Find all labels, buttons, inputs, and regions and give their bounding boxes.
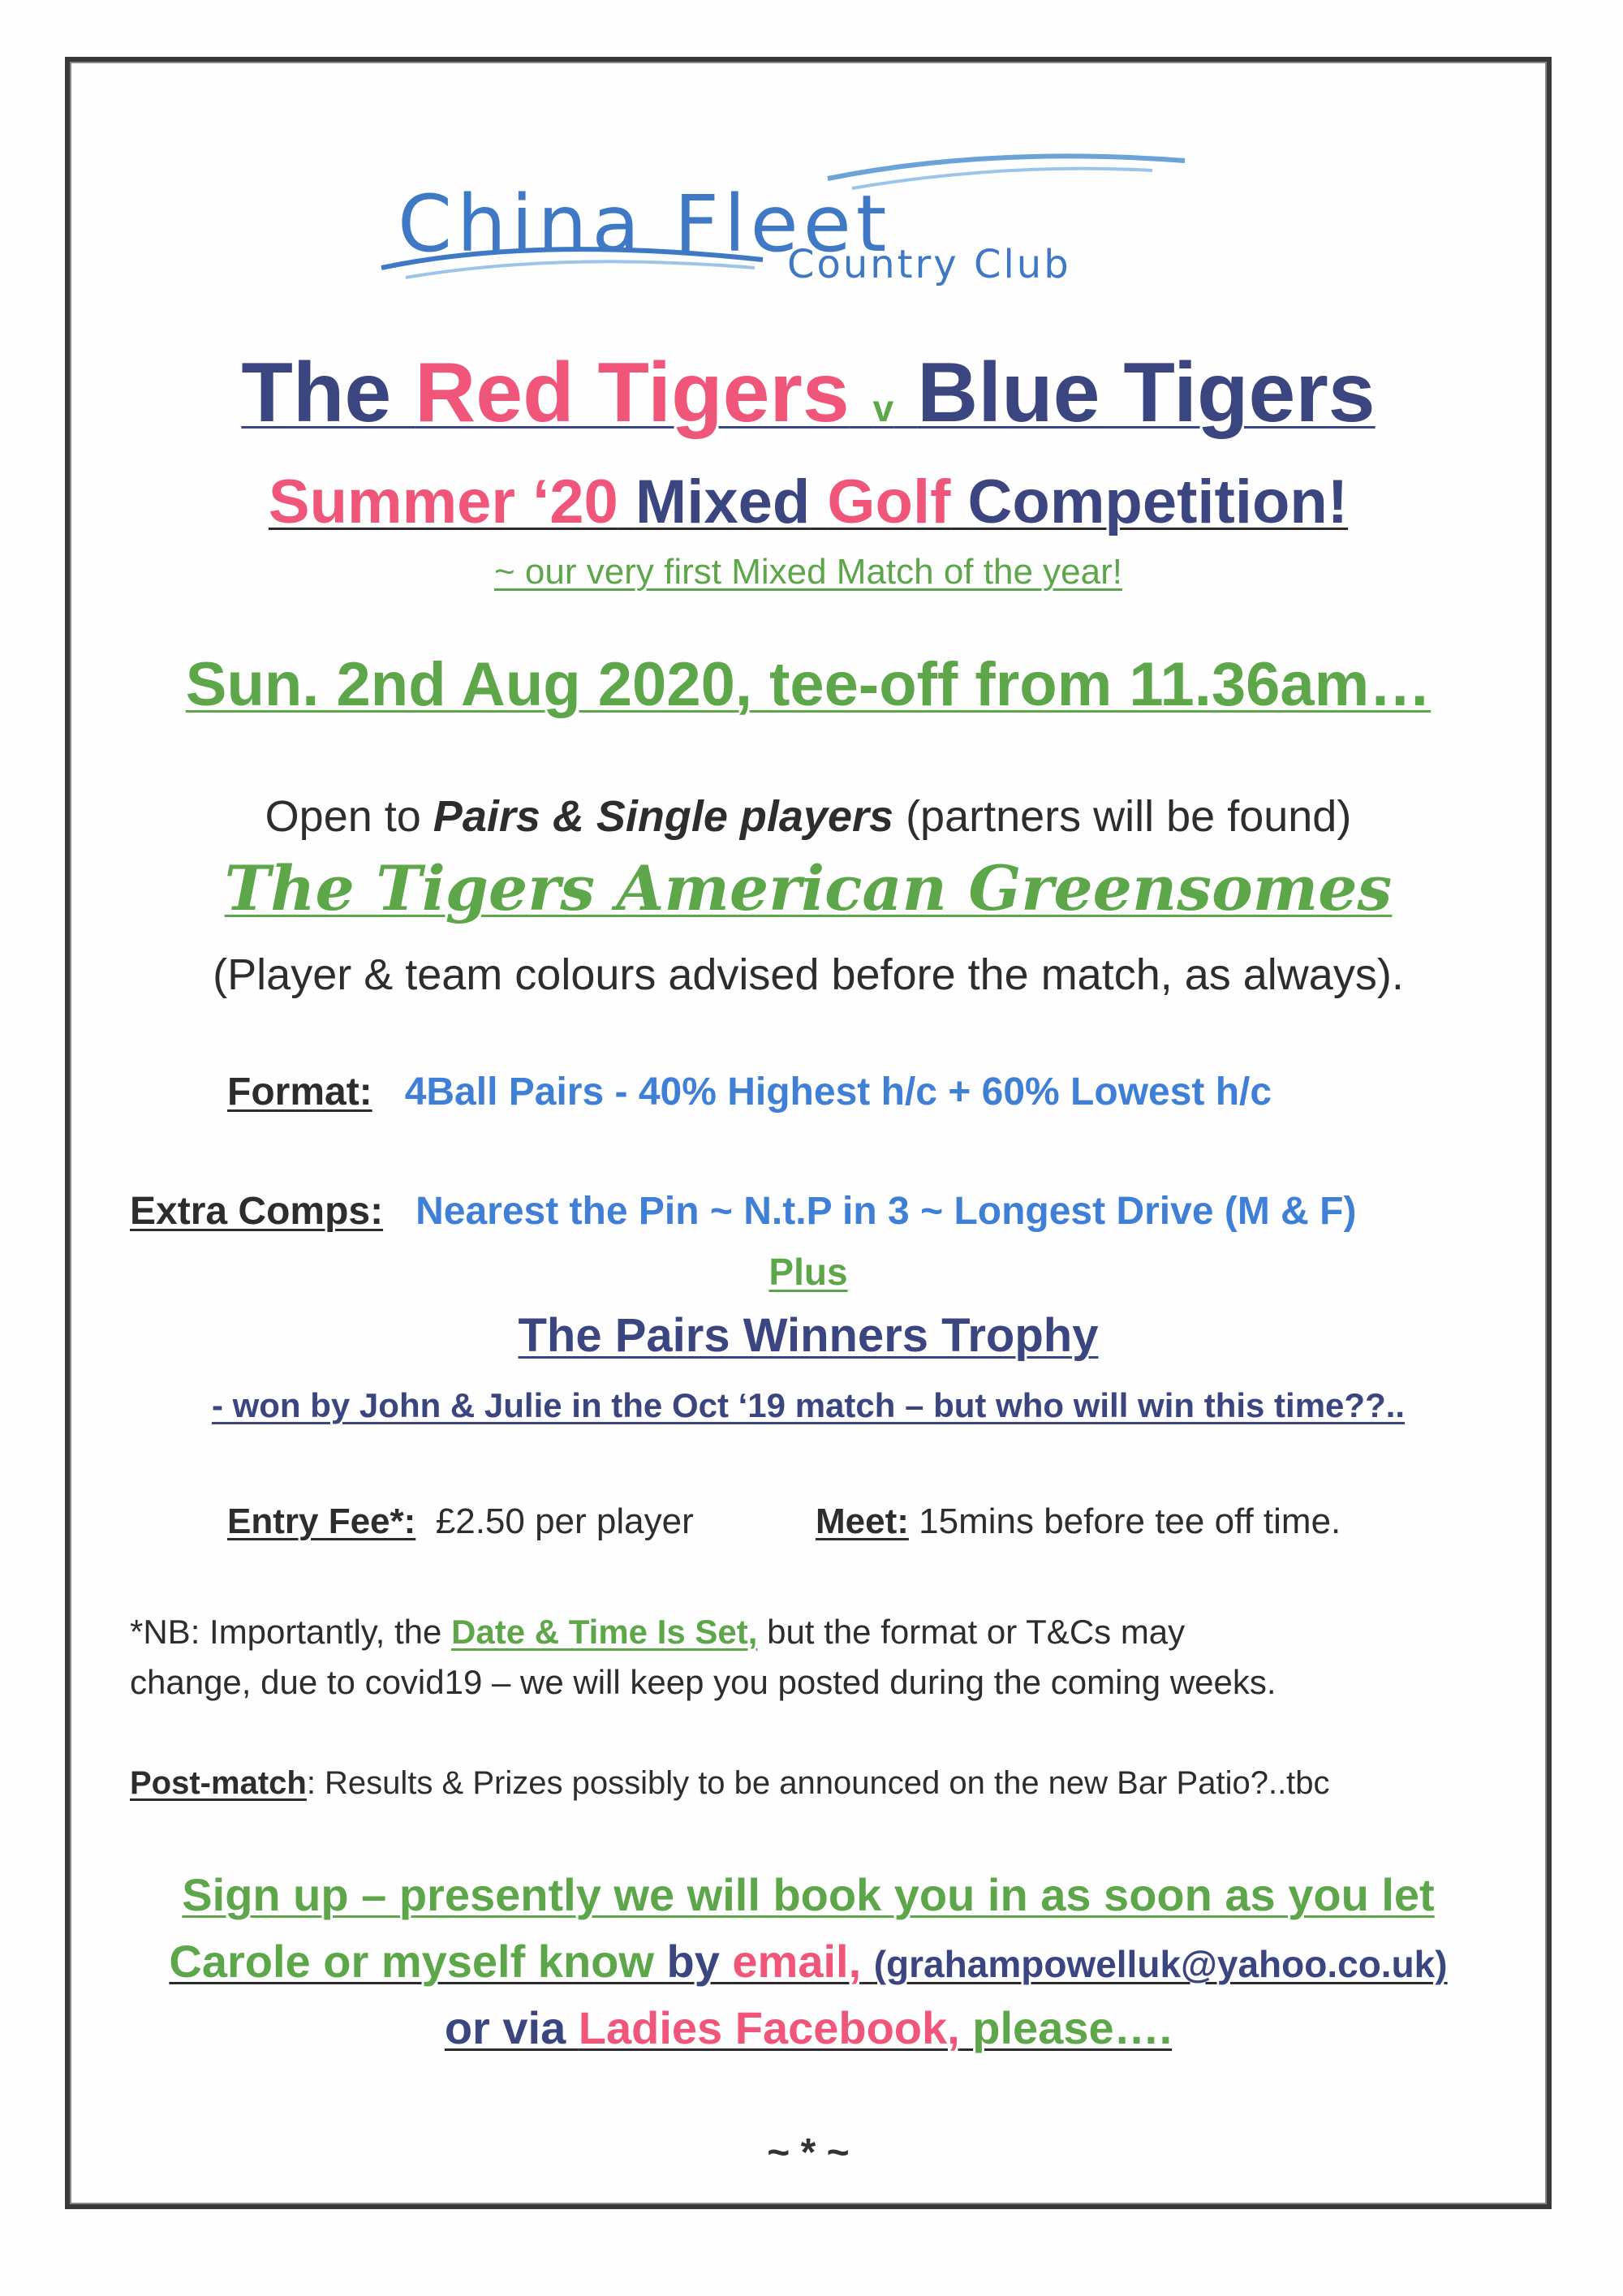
nb-note bbox=[130, 1607, 1276, 1708]
entry-fee-label: Entry Fee*: bbox=[227, 1501, 416, 1541]
signup-line-1: Sign up – presently we will book you in as soon as you let bbox=[182, 1869, 1435, 1920]
subtitle-competition: Competition! bbox=[967, 467, 1349, 536]
colours-note: (Player & team colours advised before the match, as always). bbox=[213, 950, 1404, 999]
meet-line bbox=[816, 1501, 1341, 1542]
event-subtitle bbox=[65, 467, 1552, 537]
logo-subname: Country Club bbox=[787, 242, 1071, 287]
closing-ornament: ~ * ~ bbox=[767, 2131, 850, 2174]
open-suffix: (partners will be found) bbox=[893, 792, 1352, 841]
subtitle-golf: Golf bbox=[827, 467, 951, 536]
signup-email-address[interactable]: (grahampowelluk@yahoo.co.uk) bbox=[873, 1943, 1448, 1985]
signup-please: please…. bbox=[959, 2002, 1173, 2053]
signup-facebook[interactable]: Ladies Facebook, bbox=[578, 2002, 960, 2053]
logo-name: China Fleet bbox=[398, 179, 892, 269]
open-prefix: Open to bbox=[265, 792, 433, 841]
post-match-value: : Results & Prizes possibly to be announced on the new Bar Patio?..tbc bbox=[306, 1765, 1330, 1801]
tagline: ~ our very first Mixed Match of the year! bbox=[494, 552, 1122, 592]
post-match-label: Post-match bbox=[130, 1765, 307, 1801]
nb-part1: *NB: Importantly, the bbox=[130, 1613, 452, 1651]
extra-comps-value: Nearest the Pin ~ N.t.P in 3 ~ Longest Drive (M & F) bbox=[415, 1190, 1357, 1233]
title-red-tigers: Red Tigers bbox=[415, 346, 850, 440]
format-label: Format: bbox=[227, 1070, 372, 1114]
signup-line-2 bbox=[65, 1935, 1552, 1988]
open-to-line bbox=[65, 791, 1552, 842]
meet-value: 15mins before tee off time. bbox=[919, 1501, 1341, 1541]
china-fleet-logo bbox=[373, 146, 1201, 308]
open-bold: Pairs & Single players bbox=[433, 792, 894, 841]
event-date: Sun. 2nd Aug 2020, tee-off from 11.36am… bbox=[185, 650, 1431, 719]
signup-by: by bbox=[666, 1936, 733, 1987]
nb-part2: but the format or T&Cs may bbox=[757, 1613, 1186, 1651]
trophy-title: The Pairs Winners Trophy bbox=[518, 1309, 1099, 1362]
title-versus: v bbox=[872, 387, 894, 429]
entry-fee-value: £2.50 per player bbox=[435, 1501, 694, 1541]
entry-fee-line bbox=[227, 1501, 694, 1542]
extra-comps-label: Extra Comps: bbox=[130, 1190, 384, 1233]
post-match-line bbox=[130, 1765, 1330, 1802]
signup-line-3 bbox=[65, 2001, 1552, 2054]
title-prefix: The bbox=[241, 346, 415, 440]
plus-label: Plus bbox=[768, 1251, 848, 1293]
extra-comps-line bbox=[130, 1189, 1356, 1234]
signup-email-word: email, bbox=[732, 1936, 862, 1987]
format-value: 4Ball Pairs - 40% Highest h/c + 60% Lowest h/c bbox=[404, 1070, 1272, 1114]
subtitle-mixed: Mixed bbox=[635, 467, 811, 536]
signup-carole: Carole or myself know bbox=[169, 1936, 667, 1987]
subtitle-summer: Summer ‘20 bbox=[268, 467, 618, 536]
trophy-winners-note: - won by John & Julie in the Oct ‘19 match – but who will win this time??.. bbox=[211, 1386, 1406, 1424]
event-title bbox=[65, 345, 1552, 442]
nb-line2: change, due to covid19 – we will keep you posted during the coming weeks. bbox=[130, 1663, 1276, 1701]
format-line bbox=[227, 1070, 1272, 1114]
nb-highlight: Date & Time Is Set, bbox=[451, 1613, 758, 1651]
signup-or-via: or via bbox=[444, 2002, 579, 2053]
meet-label: Meet: bbox=[816, 1501, 909, 1541]
title-blue-tigers: Blue Tigers bbox=[917, 346, 1375, 440]
format-name: The Tigers American Greensomes bbox=[224, 852, 1393, 924]
